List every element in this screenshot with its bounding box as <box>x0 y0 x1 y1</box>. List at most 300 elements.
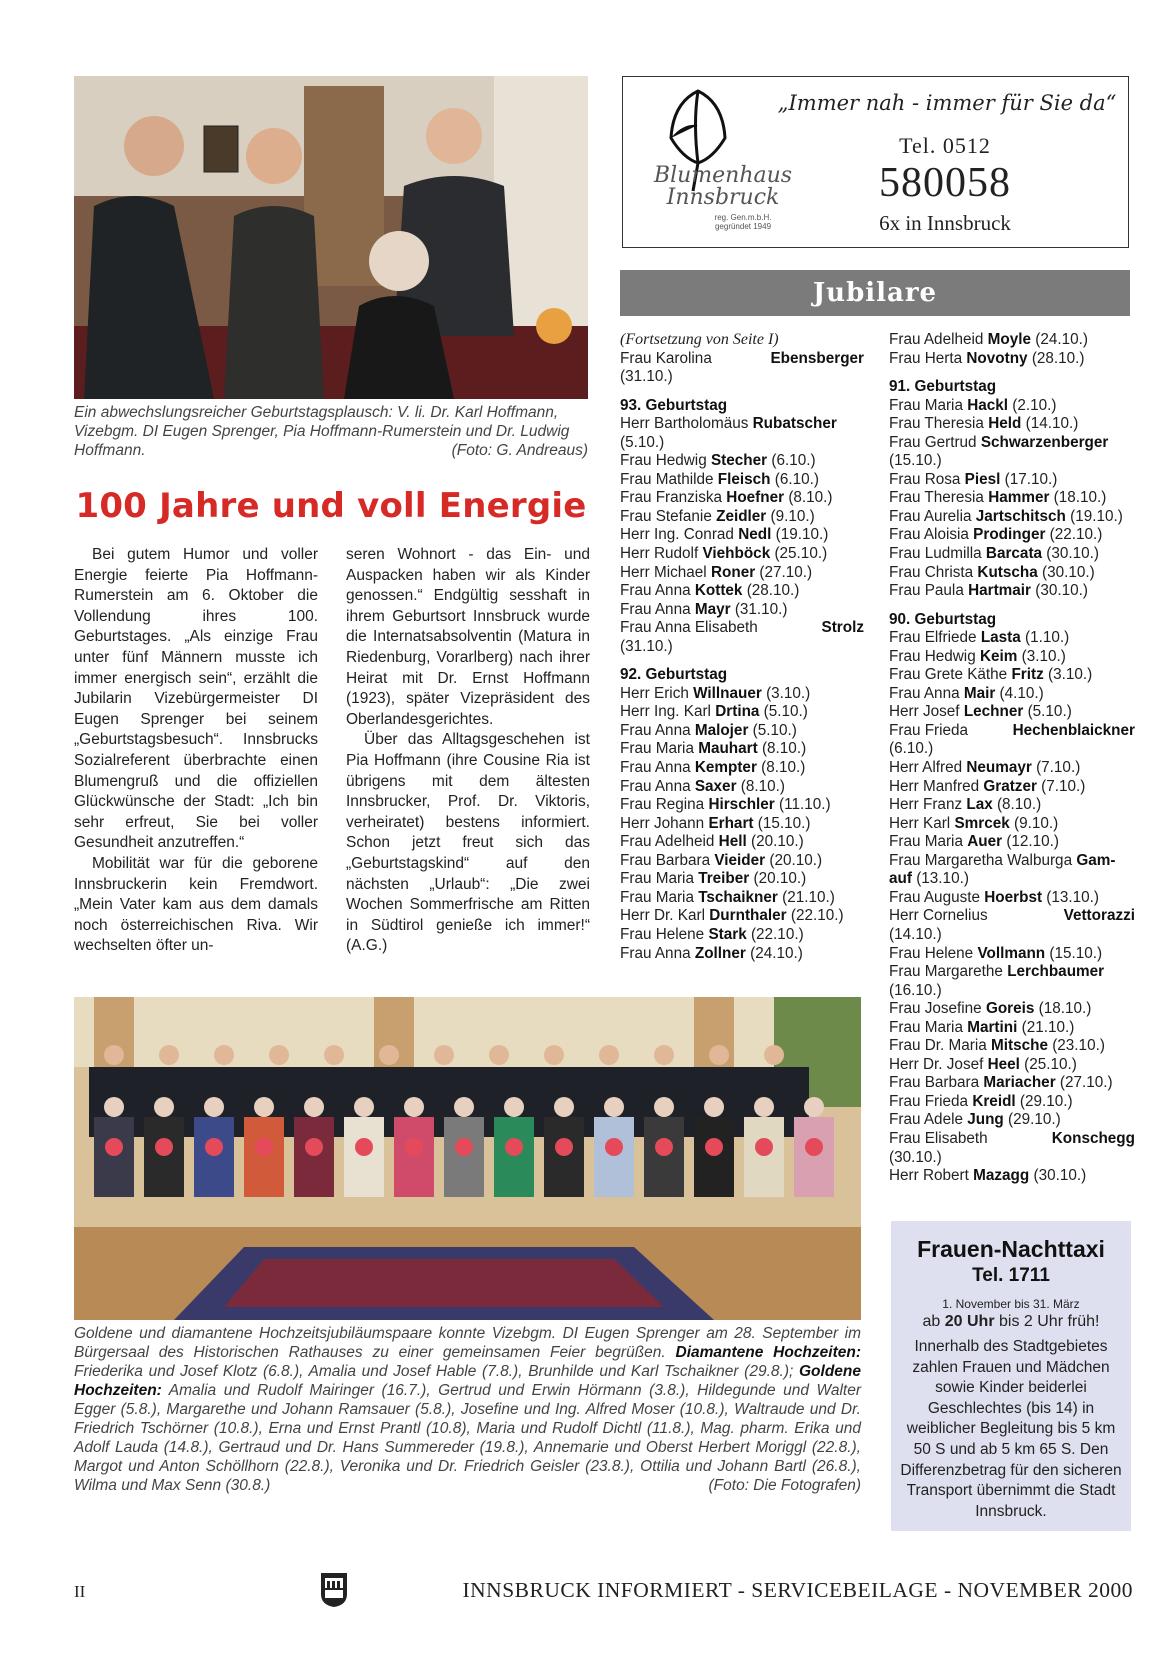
jubilar-date: (25.10.) <box>774 545 828 563</box>
jubilar-surname: auf <box>889 870 912 888</box>
jubilar-entry <box>889 852 1135 871</box>
jubilar-prefix: Frau Anna <box>620 944 691 962</box>
jubilar-entry <box>620 508 864 527</box>
photo-birthday-visit <box>74 76 588 399</box>
jubilar-surname: Hammer <box>988 489 1050 507</box>
jubilare-header: Jubilare <box>620 270 1130 316</box>
jubilar-surname: Auer <box>967 833 1003 851</box>
jubilar-date: (11.10.) <box>779 796 831 814</box>
jubilar-prefix: Frau Margarethe <box>889 963 1003 981</box>
florist-advertisement <box>622 76 1129 248</box>
jubilar-date: (21.10.) <box>782 888 835 906</box>
jubilar-surname: Roner <box>710 563 756 581</box>
jubilar-entry <box>620 471 864 490</box>
jubilar-entry <box>889 648 1135 667</box>
jubilar-date: (14.10.) <box>889 925 942 943</box>
jubilar-surname: Stark <box>708 925 747 943</box>
caption-intro: Goldene und diamantene Hochzeitsjubiläumspaare konnte Vizebgm. DI Eugen Sprenger am 28. September im Bürgersaal des Historischen Rathauses zu einer gemeinsamen Feier begrüßen. <box>74 1325 861 1361</box>
jubilar-date: (21.10.) <box>1021 1018 1075 1036</box>
jubilar-surname: Mitsche <box>991 1037 1048 1055</box>
jubilar-surname: Rubatscher <box>752 415 837 433</box>
jubilar-entry <box>620 852 864 871</box>
jubilar-prefix: Frau Maria <box>620 740 694 758</box>
jubilare-column-right <box>889 331 1135 1186</box>
jubilar-entry <box>620 926 864 945</box>
jubilar-prefix: Herr Manfred <box>889 777 980 795</box>
jubilar-surname: Barcata <box>985 545 1043 563</box>
jubilar-prefix: Frau Ludmilla <box>889 545 982 563</box>
jubilar-surname: Jartschitsch <box>975 507 1066 525</box>
jubilar-prefix: Frau Adelheid <box>620 833 715 851</box>
jubilar-date: (6.10.) <box>771 452 816 470</box>
jubilar-entry <box>889 796 1135 815</box>
logo-detail-line: gegründet 1949 <box>714 222 772 231</box>
jubilar-entry <box>620 434 864 453</box>
jubilar-prefix: Frau Helene <box>620 925 705 943</box>
jubilar-surname: Prodinger <box>973 526 1046 544</box>
taxi-text: Innerhalb des Stadtgebietes zahlen Frauen und Mädchen sowie Kinder beiderlei Geschlechtes (bis 14) in weiblicher Begleitung bis 5 km 50 S und ab 5 km 65 S. Den Differenzbetrag für den sicheren Transport übernimmt die Stadt Innsbruck. <box>900 1338 1122 1520</box>
jubilar-date: (6.10.) <box>774 470 819 488</box>
jubilar-surname: Tschaikner <box>698 888 778 906</box>
article-column-1 <box>74 545 318 957</box>
jubilar-prefix: Frau Gertrud <box>889 433 977 451</box>
jubilar-surname: Mair <box>963 684 996 702</box>
jubilar-surname: Hackl <box>967 396 1009 414</box>
jubilar-prefix: Frau Adele <box>889 1111 963 1129</box>
jubilar-date: (24.10.) <box>1035 331 1088 348</box>
diamond-label: Diamantene Hochzeiten: <box>675 1344 861 1361</box>
jubilar-surname: Held <box>988 415 1022 433</box>
jubilar-surname: Schwarzenberger <box>980 433 1109 451</box>
jubilar-date: (27.10.) <box>1059 1074 1113 1092</box>
jubilar-date: (13.10.) <box>916 870 969 888</box>
jubilar-surname: Hartmair <box>968 582 1031 600</box>
jubilar-prefix: Herr Karl <box>889 814 951 832</box>
jubilar-date: (17.10.) <box>1004 470 1058 488</box>
jubilar-surname: Saxer <box>694 777 737 795</box>
jubilar-entry <box>620 870 864 889</box>
jubilar-date: (2.10.) <box>1012 396 1057 414</box>
jubilar-date: (23.10.) <box>1052 1037 1105 1055</box>
jubilar-date: (3.10.) <box>766 684 811 702</box>
jubilar-surname: Moyle <box>987 331 1032 348</box>
jubilar-entry <box>620 907 864 926</box>
jubilar-date: (28.10.) <box>1031 349 1085 367</box>
jubilar-prefix: Frau Auguste <box>889 888 980 906</box>
jubilar-date: (16.10.) <box>889 981 942 999</box>
jubilar-prefix: Herr Alfred <box>889 759 963 777</box>
jubilar-entry <box>620 582 864 601</box>
jubilar-entry <box>889 1019 1135 1038</box>
jubilar-entry <box>889 685 1135 704</box>
jubilar-surname: Hechenblaickner <box>1012 721 1135 739</box>
jubilar-surname: Gam- <box>1076 851 1116 869</box>
jubilar-entry <box>889 545 1135 564</box>
jubilar-surname: Kutscha <box>977 563 1038 581</box>
jubilar-date: (29.10.) <box>1019 1092 1073 1110</box>
jubilar-entry <box>889 703 1135 722</box>
jubilar-prefix: Herr Rudolf <box>620 545 699 563</box>
jubilar-surname: Martini <box>967 1018 1018 1036</box>
jubilar-date: (24.10.) <box>750 944 803 962</box>
jubilar-entry <box>889 740 1135 759</box>
jubilar-prefix: Herr Dr. Karl <box>620 907 705 925</box>
jubilar-date: (15.10.) <box>1049 944 1103 962</box>
jubilar-entry <box>889 722 1135 741</box>
jubilar-date: (19.10.) <box>775 526 829 544</box>
jubilar-entry <box>889 1111 1135 1130</box>
jubilar-entry <box>620 796 864 815</box>
jubilar-entry <box>620 889 864 908</box>
jubilar-entry <box>889 471 1135 490</box>
taxi-title: Frauen-Nachttaxi <box>917 1236 1105 1262</box>
jubilar-date: (29.10.) <box>1008 1111 1061 1129</box>
jubilar-surname: Neumayr <box>966 759 1032 777</box>
jubilar-prefix: Frau Maria <box>889 833 963 851</box>
jubilar-entry <box>889 666 1135 685</box>
jubilar-prefix: Frau Barbara <box>620 851 711 869</box>
jubilar-prefix: Frau Anna <box>620 721 691 739</box>
jubilar-surname: Mauhart <box>698 740 758 758</box>
jubilar-prefix: Frau Theresia <box>889 415 984 433</box>
jubilar-entry <box>620 778 864 797</box>
jubilar-prefix: Frau Theresia <box>889 489 984 507</box>
caption-text: Ein abwechslungsreicher Geburtstagsplausch: V. li. Dr. Karl Hoffmann, Vizebgm. DI Eugen Sprenger, Pia Hoffmann-Rumerstein und Dr. Ludwig Hoffmann. <box>74 404 570 459</box>
jubilar-date: (8.10.) <box>996 796 1042 814</box>
jubilar-entry <box>889 963 1135 982</box>
jubilar-prefix: Frau Josefine <box>889 1000 982 1018</box>
golden-label: Goldene Hochzeiten: <box>74 1363 861 1399</box>
jubilar-entry <box>620 415 864 434</box>
jubilar-entry <box>889 1037 1135 1056</box>
birthday-group-heading: 93. Geburtstag <box>620 396 728 414</box>
jubilar-prefix: Herr Erich <box>620 684 689 702</box>
jubilar-date: (7.10.) <box>1036 759 1081 777</box>
jubilare-column-left <box>620 331 864 963</box>
article-paragraph: Mobilität war für die geborene Innsbruckerin kein Fremdwort. „Mein Vater kam aus dem damals noch österreichischen Riva. Wir wechselten öfter un- <box>74 854 318 955</box>
taxi-tel: Tel. 1711 <box>972 1265 1050 1286</box>
jubilar-date: (20.10.) <box>769 851 823 869</box>
jubilar-prefix: Frau Margaretha Walburga <box>889 851 1073 869</box>
jubilar-entry <box>620 350 864 369</box>
jubilar-prefix: Herr Johann <box>620 814 705 832</box>
jubilar-prefix: Herr Josef <box>889 703 960 721</box>
birthday-group-heading: 91. Geburtstag <box>889 378 997 396</box>
jubilar-entry <box>889 926 1135 945</box>
jubilar-prefix: Frau Dr. Maria <box>889 1037 987 1055</box>
jubilar-date: (1.10.) <box>1025 629 1070 647</box>
jubilar-date: (4.10.) <box>999 684 1044 702</box>
jubilar-prefix: Frau Maria <box>889 396 963 414</box>
jubilar-entry <box>889 350 1135 369</box>
jubilar-date: (28.10.) <box>746 582 800 600</box>
jubilar-surname: Stecher <box>710 452 768 470</box>
jubilar-prefix: Frau Elfriede <box>889 629 977 647</box>
jubilar-date: (20.10.) <box>750 833 804 851</box>
ad-slogan: „Immer nah - immer für Sie da“ <box>777 91 1117 115</box>
jubilar-entry <box>620 452 864 471</box>
birthday-group-heading: 90. Geburtstag <box>889 610 997 628</box>
jubilar-surname: Fleisch <box>717 470 771 488</box>
jubilar-surname: Novotny <box>966 349 1028 367</box>
jubilar-entry <box>889 1074 1135 1093</box>
night-taxi-box <box>891 1221 1131 1531</box>
jubilar-prefix: Herr Cornelius <box>889 907 988 925</box>
jubilar-prefix: Frau Frieda <box>889 1092 969 1110</box>
jubilar-entry <box>889 452 1135 471</box>
jubilar-surname: Zollner <box>694 944 746 962</box>
jubilar-date: (5.10.) <box>763 703 808 721</box>
jubilar-date: (30.10.) <box>1042 563 1095 581</box>
anniversary-caption <box>74 1324 861 1495</box>
jubilar-entry <box>889 945 1135 964</box>
jubilar-entry <box>889 508 1135 527</box>
jubilar-entry <box>889 907 1135 926</box>
jubilar-entry <box>889 982 1135 1001</box>
jubilar-surname: Nedl <box>738 526 772 544</box>
jubilar-entry <box>889 564 1135 583</box>
jubilar-prefix: Frau Rosa <box>889 470 961 488</box>
jubilar-surname: Erhart <box>708 814 754 832</box>
jubilar-surname: Kottek <box>694 582 743 600</box>
jubilar-prefix: Frau Frieda <box>889 721 969 739</box>
jubilar-prefix: Frau Elisabeth <box>889 1129 988 1147</box>
jubilar-surname: Gratzer <box>983 777 1037 795</box>
article-paragraph: Über das Alltagsgeschehen ist Pia Hoffmann (ihre Cousine Ria ist übrigens mit dem ältesten Innsbrucker, Prof. Dr. Viktoris, verheiratet) bestens informiert. Schon jetzt freut sich das „Geburtstagskind“ auf den nächsten „Urlaub“: „Die zwei Wochen Sommerfrische am Ritten in Südtirol genieße ich immer!“ (A.G.) <box>346 731 590 955</box>
jubilar-date: (25.10.) <box>1024 1055 1077 1073</box>
jubilar-date: (7.10.) <box>1041 777 1086 795</box>
jubilar-prefix: Frau Hedwig <box>889 647 976 665</box>
jubilar-surname: Goreis <box>985 1000 1035 1018</box>
jubilar-surname: Mazagg <box>973 1167 1030 1185</box>
jubilar-surname: Malojer <box>694 721 749 739</box>
jubilar-surname: Hoerbst <box>984 888 1043 906</box>
jubilar-date: (18.10.) <box>1038 1000 1092 1018</box>
jubilar-prefix: Frau Anna <box>620 582 691 600</box>
jubilar-date: (15.10.) <box>757 814 811 832</box>
jubilar-date: (8.10.) <box>761 740 807 758</box>
jubilar-date: (8.10.) <box>788 489 833 507</box>
diamond-list: Friederika und Josef Klotz (6.8.), Amalia und Josef Hable (7.8.), Brunhilde und Karl Tschaikner (29.8.); <box>74 1363 794 1380</box>
jubilar-entry <box>620 564 864 583</box>
ad-tel-number: 580058 <box>879 160 1011 206</box>
jubilar-entry <box>889 331 1135 350</box>
ad-locations: 6x in Innsbruck <box>879 211 1011 235</box>
photo-credit: (Foto: G. Andreaus) <box>451 442 588 459</box>
jubilar-prefix: Frau Anna <box>889 684 960 702</box>
florist-logo-details <box>693 213 793 231</box>
taxi-time-start: 20 Uhr <box>944 1313 995 1330</box>
taxi-time-prefix: ab <box>922 1313 941 1330</box>
publication-footer: INNSBRUCK INFORMIERT - SERVICEBEILAGE - NOVEMBER 2000 <box>462 1578 1133 1602</box>
jubilar-prefix: Herr Ing. Karl <box>620 703 711 721</box>
jubilar-surname: Treiber <box>698 870 750 888</box>
jubilar-surname: Vettorazzi <box>1063 907 1135 925</box>
jubilar-entry <box>620 601 864 620</box>
page-number: II <box>74 1582 86 1601</box>
jubilar-entry <box>620 740 864 759</box>
logo-name-line: Innsbruck <box>666 185 780 210</box>
jubilar-prefix: Frau Mathilde <box>620 470 714 488</box>
jubilar-surname: Vieider <box>714 851 766 869</box>
jubilar-surname: Keim <box>979 647 1018 665</box>
jubilar-prefix: Frau Barbara <box>889 1074 980 1092</box>
jubilar-date: (12.10.) <box>1006 833 1060 851</box>
continuation-note: (Fortsetzung von Seite I) <box>620 331 779 348</box>
jubilar-prefix: Herr Franz <box>889 796 963 814</box>
jubilar-date: (3.10.) <box>1047 666 1093 684</box>
jubilar-date: (9.10.) <box>1013 814 1059 832</box>
jubilar-entry <box>889 397 1135 416</box>
jubilar-prefix: Frau Aurelia <box>889 507 972 525</box>
jubilar-date: (22.10.) <box>1049 526 1103 544</box>
jubilar-entry <box>889 415 1135 434</box>
jubilar-surname: Lechner <box>963 703 1024 721</box>
jubilar-surname: Vollmann <box>977 944 1046 962</box>
logo-name-line: Blumenhaus <box>653 163 793 188</box>
jubilar-prefix: Frau Anna <box>620 777 691 795</box>
jubilar-date: (9.10.) <box>770 507 815 525</box>
jubilar-prefix: Herr Bartholomäus <box>620 415 749 433</box>
logo-detail-line: reg. Gen.m.b.H. <box>714 213 772 222</box>
jubilar-surname: Lax <box>966 796 993 814</box>
taxi-time <box>891 1313 1131 1331</box>
jubilar-surname: Konschegg <box>1051 1129 1135 1147</box>
jubilar-prefix: Frau Aloisia <box>889 526 969 544</box>
jubilar-prefix: Frau Grete Käthe <box>889 666 1008 684</box>
jubilar-surname: Strolz <box>821 619 864 637</box>
jubilar-date: (6.10.) <box>889 740 934 758</box>
jubilar-surname: Hirschler <box>708 796 775 814</box>
city-crest-icon <box>320 1572 348 1608</box>
jubilar-date: (30.10.) <box>889 1148 942 1166</box>
jubilar-entry <box>889 1149 1135 1168</box>
jubilar-date: (8.10.) <box>761 759 806 777</box>
jubilar-date: (15.10.) <box>889 452 942 470</box>
jubilar-prefix: Frau Franziska <box>620 489 723 507</box>
jubilar-entry <box>889 1093 1135 1112</box>
jubilar-entry <box>620 545 864 564</box>
jubilar-date: (31.10.) <box>734 600 788 618</box>
jubilar-prefix: Frau Christa <box>889 563 974 581</box>
jubilar-entry <box>889 526 1135 545</box>
jubilar-entry <box>889 778 1135 797</box>
jubilar-surname: Viehböck <box>702 545 771 563</box>
birthday-group-heading: 92. Geburtstag <box>620 666 728 684</box>
jubilar-date: (13.10.) <box>1046 888 1100 906</box>
jubilar-entry <box>889 889 1135 908</box>
article-paragraph: seren Wohnort - das Ein- und Auspacken haben wir als Kinder genossen.“ Endgültig sesshaft in ihrem Geburtsort Innsbruck wurde die Internatsabsolventin (Matura in Riedenburg, Vorarlberg) nach ihrer Heirat mit Dr. Ernst Hoffmann (1923), später Vizepräsident des Oberlandesgerichtes. <box>346 546 590 728</box>
florist-logo-name <box>633 165 813 209</box>
jubilar-entry <box>889 582 1135 601</box>
jubilar-surname: Fritz <box>1011 666 1044 684</box>
jubilar-entry <box>620 368 864 387</box>
photo-credit: (Foto: Die Fotografen) <box>708 1477 861 1494</box>
jubilar-entry <box>620 619 864 638</box>
jubilar-entry <box>620 722 864 741</box>
jubilar-prefix: Frau Maria <box>889 1018 963 1036</box>
jubilar-prefix: Herr Dr. Josef <box>889 1055 984 1073</box>
jubilar-surname: Mariacher <box>983 1074 1056 1092</box>
jubilar-entry <box>889 1167 1135 1186</box>
jubilar-date: (5.10.) <box>620 433 665 451</box>
jubilar-surname: Hoefner <box>726 489 785 507</box>
jubilar-date: (20.10.) <box>753 870 807 888</box>
jubilar-entry <box>889 434 1135 453</box>
jubilar-surname: Ebensberger <box>770 349 864 367</box>
jubilar-entry <box>889 1056 1135 1075</box>
jubilar-date: (22.10.) <box>790 907 844 925</box>
jubilar-prefix: Frau Anna <box>620 600 691 618</box>
jubilar-prefix: Frau Maria <box>620 888 694 906</box>
taxi-period: 1. November bis 31. März <box>942 1297 1080 1311</box>
jubilar-prefix: Frau Herta <box>889 349 963 367</box>
jubilar-date: (31.10.) <box>620 368 673 386</box>
taxi-time-end: bis 2 Uhr früh! <box>999 1313 1100 1330</box>
jubilar-entry <box>620 638 864 657</box>
jubilar-surname: Mayr <box>694 600 731 618</box>
article-column-2 <box>346 545 590 957</box>
jubilar-surname: Heel <box>987 1055 1020 1073</box>
jubilar-surname: Lasta <box>980 629 1021 647</box>
jubilar-surname: Hell <box>718 833 747 851</box>
jubilar-date: (5.10.) <box>1027 703 1072 721</box>
jubilar-entry <box>889 1130 1135 1149</box>
jubilar-prefix: Frau Anna Elisabeth <box>620 619 758 637</box>
jubilar-date: (27.10.) <box>759 563 813 581</box>
article-paragraph: Bei gutem Humor und voller Energie feierte Pia Hoffmann-Rumerstein am 6. Oktober die Vollendung ihres 100. Geburtstages. „Als einzige Frau unter fünf Männern musste ich immer energisch sein“, erzählt die Jubilarin Vizebürgermeister DI Eugen Sprenger bei seinem „Geburtstagsbesuch“. Innsbrucks Sozialreferent überbrachte einen Blumengruß und die offiziellen Glückwünsche der Stadt: „Ich bin sehr erfreut, Sie bei voller Gesundheit anzutreffen.“ <box>74 546 318 852</box>
jubilar-surname: Willnauer <box>693 684 762 702</box>
jubilar-date: (14.10.) <box>1025 415 1079 433</box>
jubilar-entry <box>889 815 1135 834</box>
jubilar-prefix: Frau Maria <box>620 870 694 888</box>
jubilar-prefix: Frau Adelheid <box>889 331 984 348</box>
jubilar-date: (30.10.) <box>1035 582 1088 600</box>
jubilar-prefix: Frau Helene <box>889 944 974 962</box>
jubilar-entry <box>889 629 1135 648</box>
jubilar-surname: Smrcek <box>954 814 1010 832</box>
jubilar-entry <box>889 833 1135 852</box>
jubilar-entry <box>889 489 1135 508</box>
jubilar-surname: Kreidl <box>972 1092 1016 1110</box>
jubilar-surname: Zeidler <box>716 507 767 525</box>
jubilar-entry <box>889 870 1135 889</box>
jubilar-prefix: Frau Paula <box>889 582 964 600</box>
jubilar-prefix: Herr Michael <box>620 563 707 581</box>
jubilar-entry <box>620 815 864 834</box>
jubilar-date: (5.10.) <box>752 721 797 739</box>
jubilar-prefix: Frau Stefanie <box>620 507 712 525</box>
article-headline: 100 Jahre und voll Energie <box>75 486 587 526</box>
jubilar-prefix: Frau Regina <box>620 796 705 814</box>
jubilar-entry <box>620 489 864 508</box>
jubilar-prefix: Herr Robert <box>889 1167 969 1185</box>
ad-tel-label: Tel. 0512 <box>899 133 991 158</box>
jubilar-entry <box>620 945 864 964</box>
jubilar-entry <box>620 685 864 704</box>
jubilar-date: (30.10.) <box>1046 545 1100 563</box>
jubilar-surname: Jung <box>967 1111 1004 1129</box>
photo-anniversary-couples <box>74 997 861 1320</box>
jubilar-entry <box>620 526 864 545</box>
jubilar-date: (22.10.) <box>750 925 804 943</box>
jubilar-date: (3.10.) <box>1021 647 1066 665</box>
jubilar-date: (19.10.) <box>1070 507 1123 525</box>
jubilar-date: (18.10.) <box>1053 489 1107 507</box>
jubilar-date: (31.10.) <box>620 637 673 655</box>
jubilar-entry <box>889 1000 1135 1019</box>
jubilar-prefix: Frau Karolina <box>620 349 712 367</box>
